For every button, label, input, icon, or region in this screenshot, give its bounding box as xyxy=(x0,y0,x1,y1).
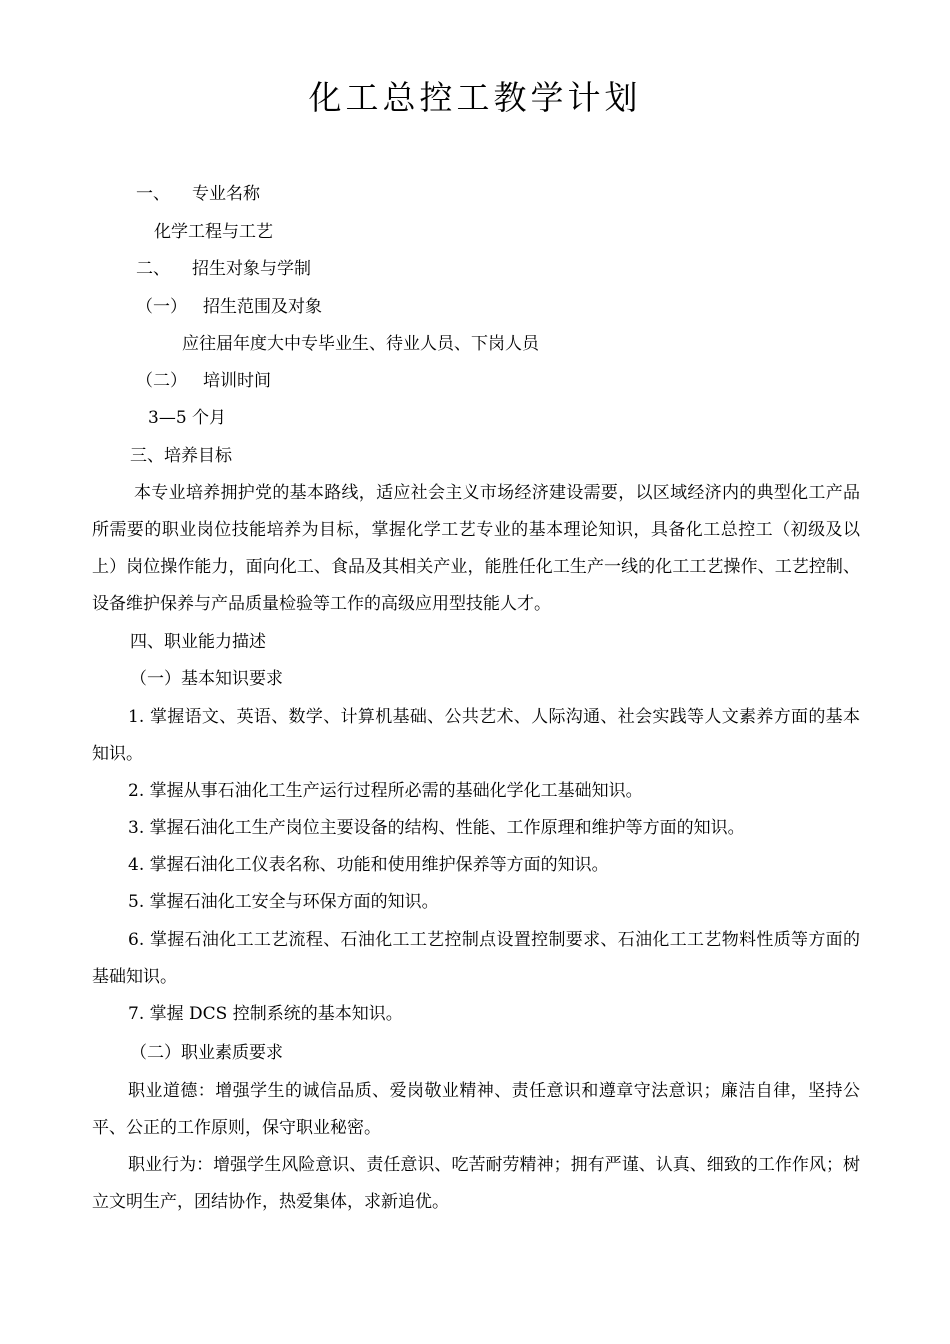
section-1-number: 一、 xyxy=(136,184,170,204)
professional-ethics-paragraph: 职业道德：增强学生的诚信品质、爱岗敬业精神、责任意识和遵章守法意识；廉洁自律，坚持公平、公正的工作原则，保守职业秘密。 xyxy=(92,1081,860,1138)
subsection-2-2-title: 培训时间 xyxy=(203,371,271,391)
knowledge-item-2: 2. 掌握从事石油化工生产运行过程所必需的基础化学化工基础知识。 xyxy=(128,781,643,801)
knowledge-item-6: 6. 掌握石油化工工艺流程、石油化工工艺控制点设置控制要求、石油化工工艺物料性质等方面的基础知识。 xyxy=(92,930,860,987)
section-3-heading: 三、培养目标 xyxy=(130,446,232,466)
knowledge-item-7: 7. 掌握 DCS 控制系统的基本知识。 xyxy=(128,1004,403,1024)
section-2-heading xyxy=(136,257,311,281)
subsection-2-2-heading xyxy=(136,369,271,393)
subsection-2-2-number: （二） xyxy=(136,371,187,391)
subsection-2-2-content: 3—5 个月 xyxy=(148,408,227,428)
section-3-body: 本专业培养拥护党的基本路线，适应社会主义市场经济建设需要，以区域经济内的典型化工产品所需要的职业岗位技能培养为目标，掌握化学工艺专业的基本理论知识，具备化工总控工（初级及以上）岗位操作能力，面向化工、食品及其相关产业，能胜任化工生产一线的化工工艺操作、工艺控制、设备维护保养与产品质量检验等工作的高级应用型技能人才。 xyxy=(92,483,860,614)
section-1-heading xyxy=(136,182,260,206)
section-2-number: 二、 xyxy=(136,259,170,279)
professional-conduct-paragraph: 职业行为：增强学生风险意识、责任意识、吃苦耐劳精神；拥有严谨、认真、细致的工作作风；树立文明生产，团结协作，热爱集体，求新追优。 xyxy=(92,1155,860,1212)
section-4-heading: 四、职业能力描述 xyxy=(130,632,266,652)
knowledge-item-5: 5. 掌握石油化工安全与环保方面的知识。 xyxy=(128,892,439,912)
knowledge-item-3: 3. 掌握石油化工生产岗位主要设备的结构、性能、工作原理和维护等方面的知识。 xyxy=(128,818,745,838)
subsection-2-1-heading xyxy=(136,295,322,319)
knowledge-item-1: 1. 掌握语文、英语、数学、计算机基础、公共艺术、人际沟通、社会实践等人文素养方面的基本知识。 xyxy=(92,707,860,764)
subsection-4-2-heading: （二）职业素质要求 xyxy=(130,1043,283,1063)
subsection-2-1-content: 应往届年度大中专毕业生、待业人员、下岗人员 xyxy=(182,334,539,354)
section-1-content: 化学工程与工艺 xyxy=(154,222,273,242)
section-1-title: 专业名称 xyxy=(192,184,260,204)
subsection-2-1-number: （一） xyxy=(136,297,187,317)
document-title: 化工总控工教学计划 xyxy=(308,78,642,117)
section-2-title: 招生对象与学制 xyxy=(192,259,311,279)
subsection-2-1-title: 招生范围及对象 xyxy=(203,297,322,317)
knowledge-item-4: 4. 掌握石油化工仪表名称、功能和使用维护保养等方面的知识。 xyxy=(128,855,609,875)
subsection-4-1-heading: （一）基本知识要求 xyxy=(130,669,283,689)
